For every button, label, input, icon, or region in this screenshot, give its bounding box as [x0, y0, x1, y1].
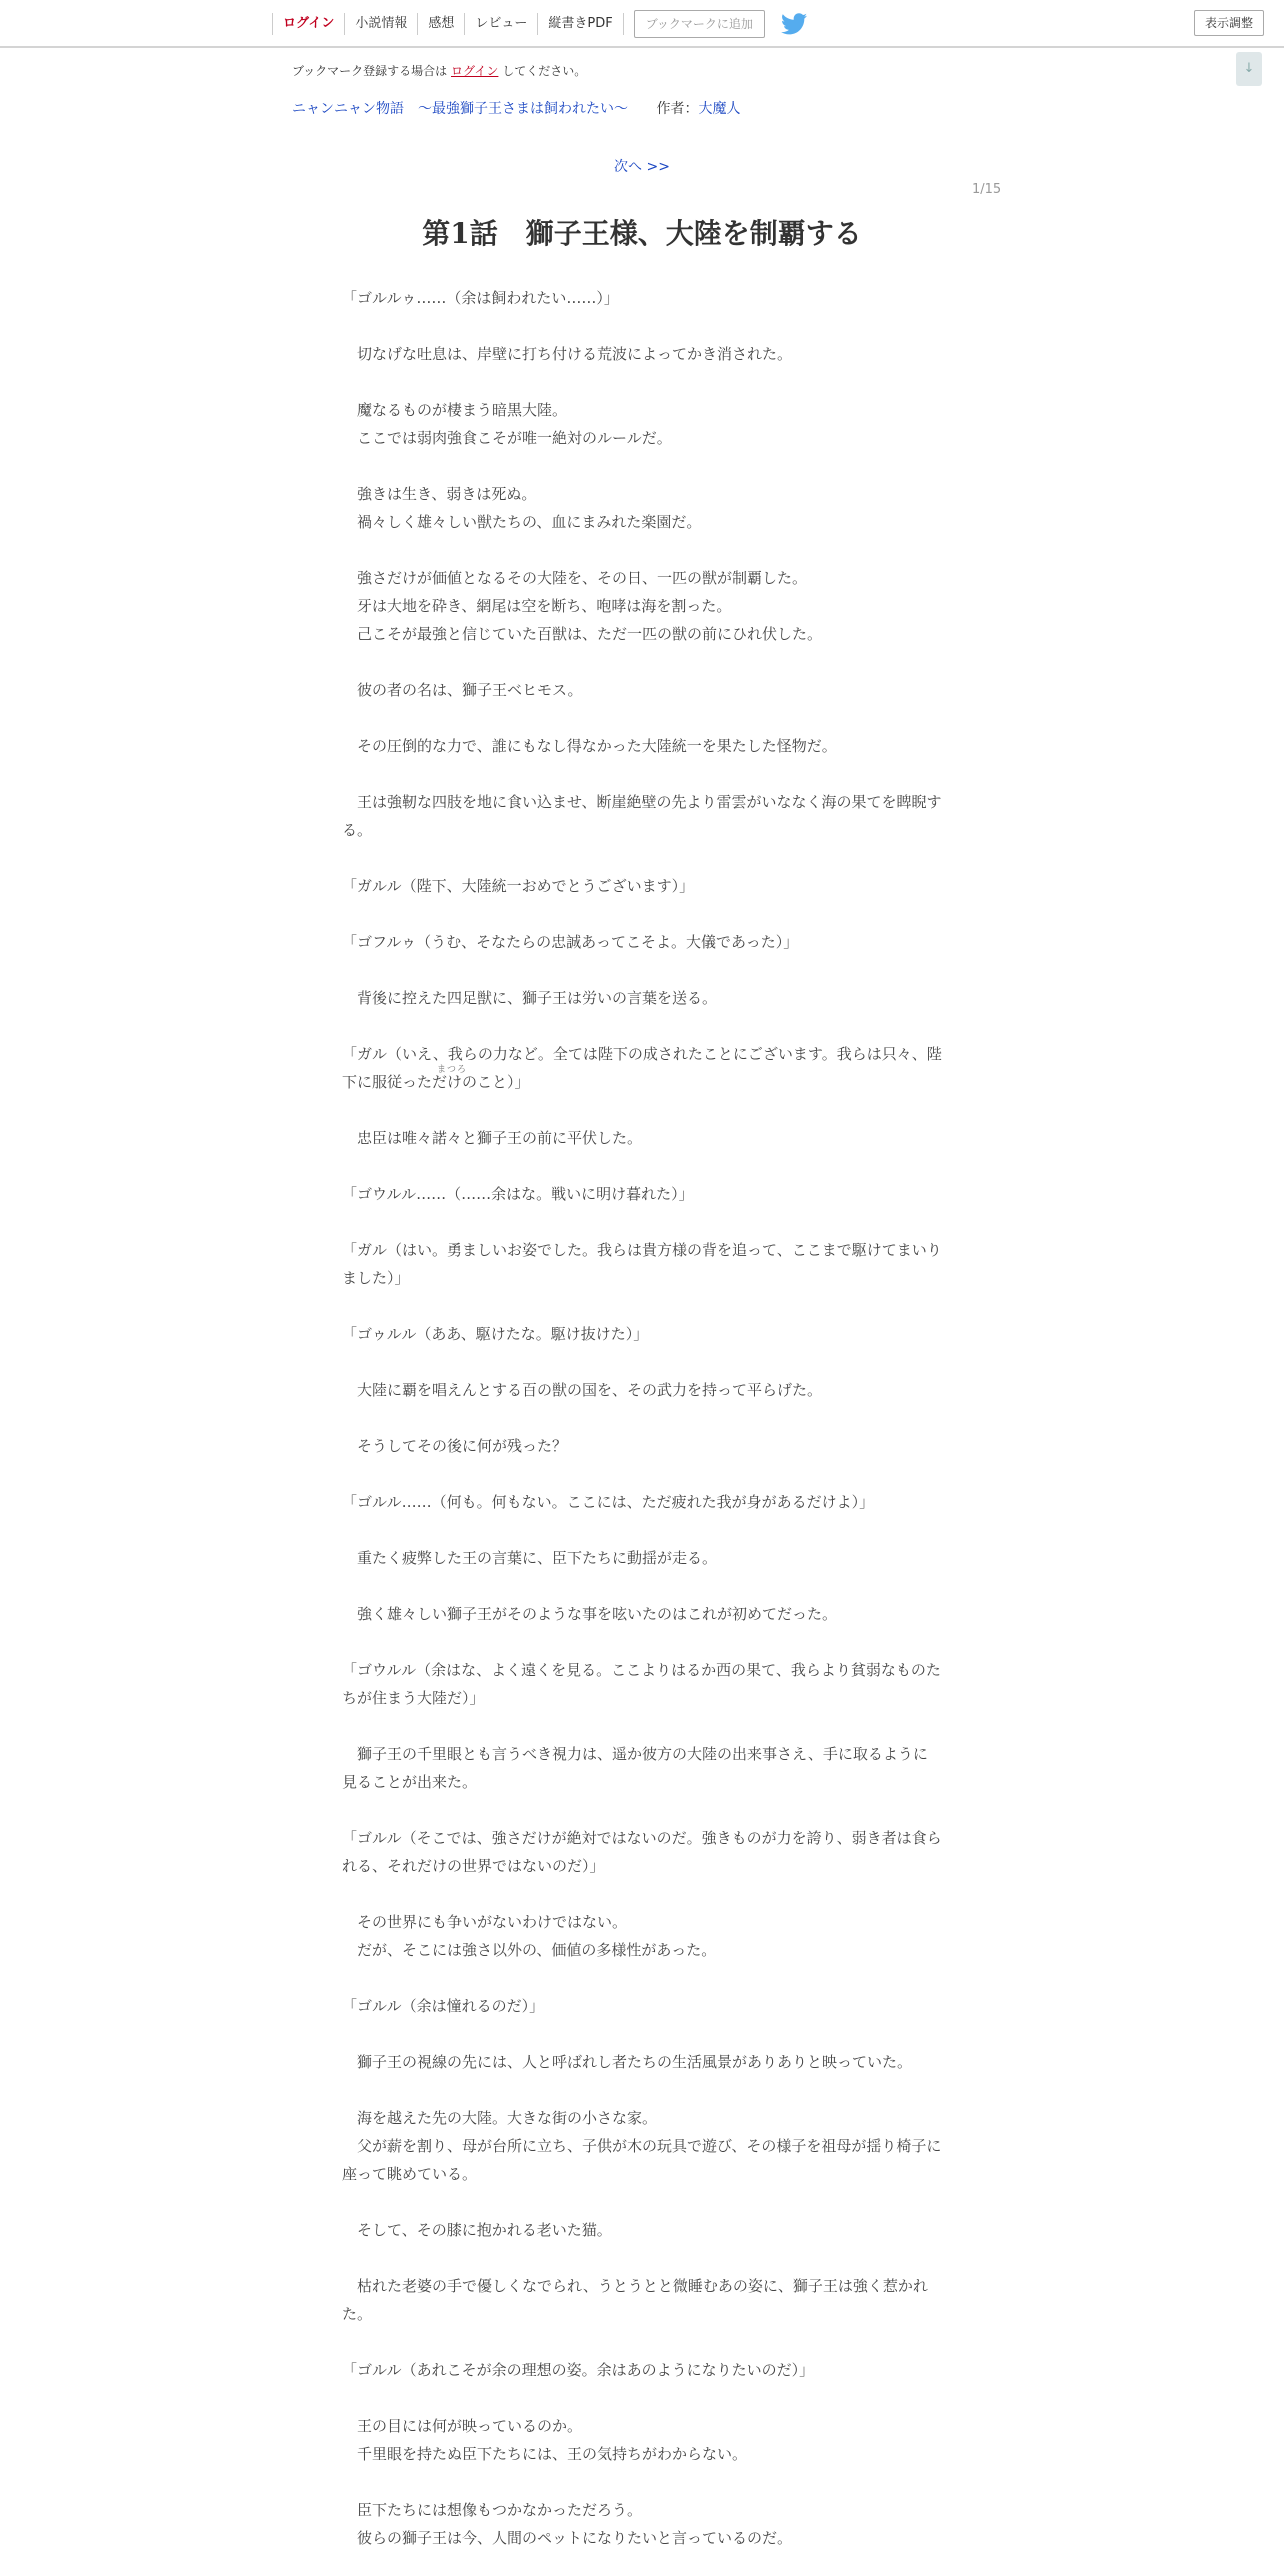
main-nav [272, 8, 807, 40]
body-line: 獅子王の視線の先には、人と呼ばれし者たちの生活風景がありありと映っていた。 [342, 2053, 913, 2071]
body-line [342, 704, 942, 732]
body-line: 大陸に覇を唱えんとする百の獣の国を、その武力を持って平らげた。 [342, 1381, 823, 1399]
chapter-title: 第1話 獅子王様、大陸を制覇する [422, 217, 862, 250]
add-bookmark-button[interactable]: ブックマークに追加 [634, 10, 765, 38]
body-line: 禍々しく雄々しい獣たちの、血にまみれた楽園だ。 [342, 513, 702, 531]
body-line [342, 1572, 942, 1600]
body-line [342, 1628, 942, 1656]
body-line: 強く雄々しい獅子王がそのような事を呟いたのはこれが初めてだった。 [342, 1605, 838, 1623]
body-line: そして、その膝に抱かれる老いた猫。 [342, 2221, 612, 2239]
notice-prefix: ブックマーク登録する場合は [292, 64, 448, 78]
body-line: 彼の者の名は、獅子王ベヒモス。 [342, 681, 583, 699]
body-line: その圧倒的な力で、誰にもなし得なかった大陸統一を果たした怪物だ。 [342, 737, 837, 755]
body-line: 彼らの獅子王は今、人間のペットになりたいと言っているのだ。 [342, 2529, 793, 2547]
login-link[interactable]: ログイン [272, 13, 344, 35]
body-line [342, 2468, 942, 2496]
body-line: 獅子王の千里眼とも言うべき視力は、遥か彼方の大陸の出来事さえ、手に取るように見ることが出来た。 [342, 1745, 928, 1791]
notice-suffix: してください。 [502, 64, 587, 78]
notice-login-link[interactable]: ログイン [451, 64, 499, 78]
body-line: だが、そこには強さ以外の、価値の多様性があった。 [342, 1941, 717, 1959]
body-line: 重たく疲弊した王の言葉に、臣下たちに動揺が走る。 [342, 1549, 718, 1567]
body-line [342, 1348, 942, 1376]
body-line [342, 1096, 942, 1124]
body-line [342, 368, 942, 396]
vertical-pdf-link[interactable]: 縦書きPDF [537, 13, 623, 35]
body-line: 切なげな吐息は、岸壁に打ち付ける荒波によってかき消された。 [342, 345, 793, 363]
body-line: 海を越えた先の大陸。大きな街の小さな家。 [342, 2109, 658, 2127]
scroll-down-tab[interactable]: ↓ [1236, 52, 1262, 86]
novel-info-link[interactable]: 小説情報 [344, 13, 417, 35]
body-line [342, 2244, 942, 2272]
body-line [342, 900, 942, 928]
body-line: 「ゴルル（余は憧れるのだ）」 [342, 1997, 545, 2015]
body-line: 父が薪を割り、母が台所に立ち、子供が木の玩具で遊び、その様子を祖母が揺り椅子に座って眺めている。 [342, 2137, 942, 2183]
body-line [342, 2384, 942, 2412]
body-line: ここでは弱肉強食こそが唯一絶対のルールだ。 [342, 429, 672, 447]
body-line [342, 312, 942, 340]
body-line: 己こそが最強と信じていた百獣は、ただ一匹の獣の前にひれ伏した。 [342, 625, 823, 643]
body-line [342, 1964, 942, 1992]
body-line [342, 1796, 942, 1824]
body-line: 「ガル（いえ、我らの力など。全ては陛下の成されたことにございます。我らは只々、陛下に服従っただけのこと）」 [342, 1045, 942, 1091]
body-line: 強さだけが価値となるその大陸を、その日、一匹の獣が制覇した。 [342, 569, 808, 587]
series-header [292, 98, 740, 118]
body-line: 「ゴゥルル（ああ、駆けたな。駆け抜けた）」 [342, 1325, 649, 1343]
next-page-link[interactable]: 次へ >> [614, 159, 670, 175]
body-line: その世界にも争いがないわけではない。 [342, 1913, 628, 1931]
body-line: そうしてその後に何が残った？ [342, 1437, 568, 1455]
body-line: 「ゴウルル（余はな、よく遠くを見る。ここよりはるか西の果て、我らより貧弱なものたちが住まう大陸だ）」 [342, 1661, 941, 1707]
body-line: 強きは生き、弱きは死ぬ。 [342, 485, 537, 503]
page-position: 1/15 [972, 182, 1002, 197]
body-line [342, 1292, 942, 1320]
body-line: 王の目には何が映っているのか。 [342, 2417, 583, 2435]
body-line [342, 2328, 942, 2356]
body-line [342, 1152, 942, 1180]
body-line [342, 2020, 942, 2048]
body-line [342, 648, 942, 676]
body-line: 枯れた老婆の手で優しくなでられ、うとうとと微睡むあの姿に、獅子王は強く惹かれた。 [342, 2277, 928, 2323]
body-line [342, 2076, 942, 2104]
ruby-annotation: まつろ [437, 1065, 468, 1075]
body-line [342, 2188, 942, 2216]
body-line [342, 536, 942, 564]
novel-body [342, 284, 942, 2552]
body-line [342, 1404, 942, 1432]
body-line [342, 1012, 942, 1040]
body-line [342, 452, 942, 480]
body-line: 「ゴルル（そこでは、強さだけが絶対ではないのだ。強きものが力を誇り、弱き者は食られる、それだけの世界ではないのだ）」 [342, 1829, 942, 1875]
body-line [342, 1460, 942, 1488]
body-line [342, 1208, 942, 1236]
body-line [342, 844, 942, 872]
display-settings-button[interactable]: 表示調整 [1194, 10, 1264, 36]
body-line [342, 956, 942, 984]
author-label: 作者： [656, 101, 699, 117]
impressions-link[interactable]: 感想 [417, 13, 464, 35]
body-line: 「ガル（はい。勇ましいお姿でした。我らは貴方様の背を追って、ここまで駆けてまいりました）」 [342, 1241, 942, 1287]
body-line: 「ゴルルゥ……（余は飼われたい……）」 [342, 289, 619, 307]
body-line: 魔なるものが棲まう暗黒大陸。 [342, 401, 568, 419]
body-line [342, 1516, 942, 1544]
next-page-row [0, 156, 1284, 176]
body-line: 「ゴウルル……（……余はな。戦いに明け暮れた）」 [342, 1185, 694, 1203]
body-line: 牙は大地を砕き、網尾は空を断ち、咆哮は海を割った。 [342, 597, 732, 615]
body-line: 千里眼を持たぬ臣下たちには、王の気持ちがわからない。 [342, 2445, 748, 2463]
body-line: 「ガルル（陛下、大陸統一おめでとうございます）」 [342, 877, 695, 895]
body-line: 「ゴフルゥ（うむ、そなたらの忠誠あってこそよ。大儀であった）」 [342, 933, 799, 951]
body-line: 王は強靭な四肢を地に食い込ませ、断崖絶壁の先より雷雲がいななく海の果てを睥睨する。 [342, 793, 942, 839]
series-title-link[interactable]: ニャンニャン物語 ～最強獅子王さまは飼われたい～ [292, 101, 628, 117]
body-line [342, 1712, 942, 1740]
author-link[interactable]: 大魔人 [698, 101, 741, 117]
body-line: 「ゴルル……（何も。何もない。ここには、ただ疲れた我が身があるだけよ）」 [342, 1493, 875, 1511]
body-line: 忠臣は唯々諾々と獅子王の前に平伏した。 [342, 1129, 643, 1147]
body-line [342, 760, 942, 788]
body-line: 背後に控えた四足獣に、獅子王は労いの言葉を送る。 [342, 989, 718, 1007]
bookmark-login-notice [292, 62, 586, 79]
body-line [342, 1880, 942, 1908]
body-line: 臣下たちには想像もつかなかっただろう。 [342, 2501, 643, 2519]
top-navigation-bar [0, 0, 1284, 48]
twitter-bird-icon[interactable] [781, 13, 807, 35]
body-line: 「ゴルル（あれこそが余の理想の姿。余はあのようになりたいのだ）」 [342, 2361, 815, 2379]
review-link[interactable]: レビュー [464, 13, 537, 35]
